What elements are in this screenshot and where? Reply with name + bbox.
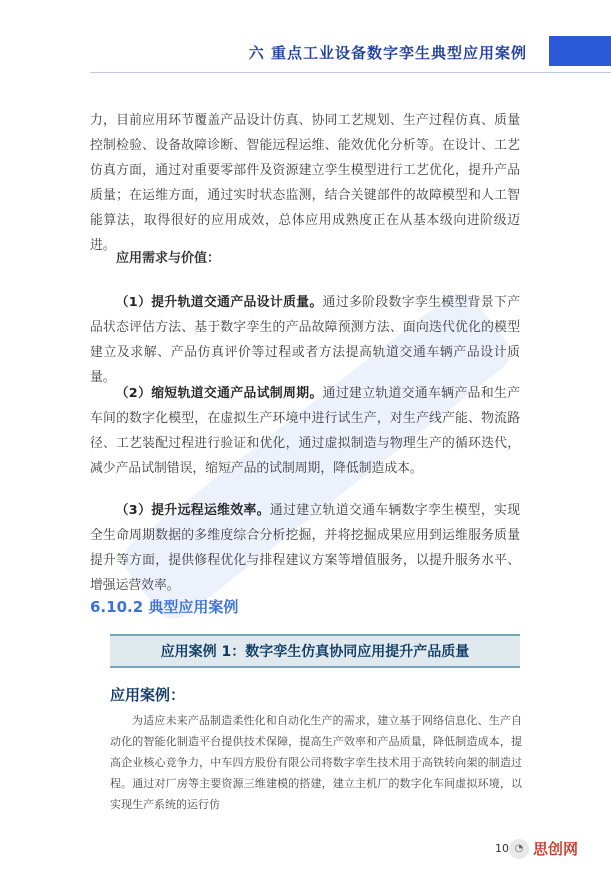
item-3-text: 通过建立轨道交通车辆数字孪生模型，实现全生命周期数据的多维度综合分析挖掘，并将挖掘成果应用到运维服务质量提升等方面，提供修程优化与排程建议方案等增值服务，以提升服务水平、增强运营效率。	[90, 503, 521, 593]
intro-paragraph: 力，目前应用环节覆盖产品设计仿真、协同工艺规划、生产过程仿真、质量控制检验、设备故障诊断、智能远程运维、能效优化分析等。在设计、工艺仿真方面，通过对重要零部件及资源建立孪生模型进行工艺优化，提升产品质量；在运维方面，通过实时状态监测，结合关键部件的故障模型和人工智能算法，取得很好的应用成效，总体应用成熟度正在从基本级向进阶级迈进。	[90, 113, 520, 253]
brand-name: 思创网	[533, 840, 579, 858]
item-3	[90, 498, 520, 598]
header-divider	[90, 72, 611, 73]
item-2	[90, 381, 520, 481]
needs-heading-block	[90, 247, 520, 266]
item-3-paragraph	[90, 498, 520, 598]
case-banner	[110, 634, 520, 668]
needs-heading: 应用需求与价值：	[116, 251, 221, 266]
page-number: 10	[495, 842, 509, 855]
item-2-paragraph	[90, 381, 520, 481]
wechat-icon: ◔	[509, 839, 529, 859]
item-2-text: 通过建立轨道交通车辆产品和生产车间的数字化模型，在虚拟生产环境中进行试生产，对生产线产能、物流路径、工艺装配过程进行验证和优化，通过虚拟制造与物理生产的循环迭代，减少产品试制错误，缩短产品的试制周期，降低制造成本。	[90, 386, 521, 476]
intro-block	[90, 108, 520, 258]
case-title: 应用案例：	[110, 686, 186, 704]
case-banner-text: 应用案例 1：数字孪生仿真协同应用提升产品质量	[160, 644, 470, 660]
case-paragraph: 为适应未来产品制造柔性化和自动化生产的需求，建立基于网络信息化、生产自动化的智能化制造平台提供技术保障，提高生产效率和产品质量，降低制造成本，提高企业核心竞争力，中车四方股份有限公司将数字孪生技术用于高铁转向架的制造过程。通过对厂房等主要资源三维建模的搭建，建立主机厂的数字化车间虚拟环境，以实现生产系统的运行仿	[110, 714, 522, 811]
item-2-lead: （2）缩短轨道交通产品试制周期。	[115, 386, 323, 401]
item-1-text: 通过多阶段数字孪生模型背景下产品状态评估方法、基于数字孪生的产品故障预测方法、面向迭代优化的模型建立及求解、产品仿真评价等过程或者方法提高轨道交通车辆产品设计质量。	[90, 295, 521, 385]
item-1-lead: （1）提升轨道交通产品设计质量。	[115, 295, 323, 310]
item-1-paragraph	[90, 290, 520, 390]
chapter-title: 六 重点工业设备数字孪生典型应用案例	[248, 44, 527, 62]
header-accent-bar	[549, 36, 611, 66]
section-heading: 6.10.2 典型应用案例	[90, 598, 239, 616]
item-3-lead: （3）提升远程运维效率。	[115, 503, 270, 518]
item-1	[90, 290, 520, 390]
brand-watermark	[509, 838, 578, 859]
